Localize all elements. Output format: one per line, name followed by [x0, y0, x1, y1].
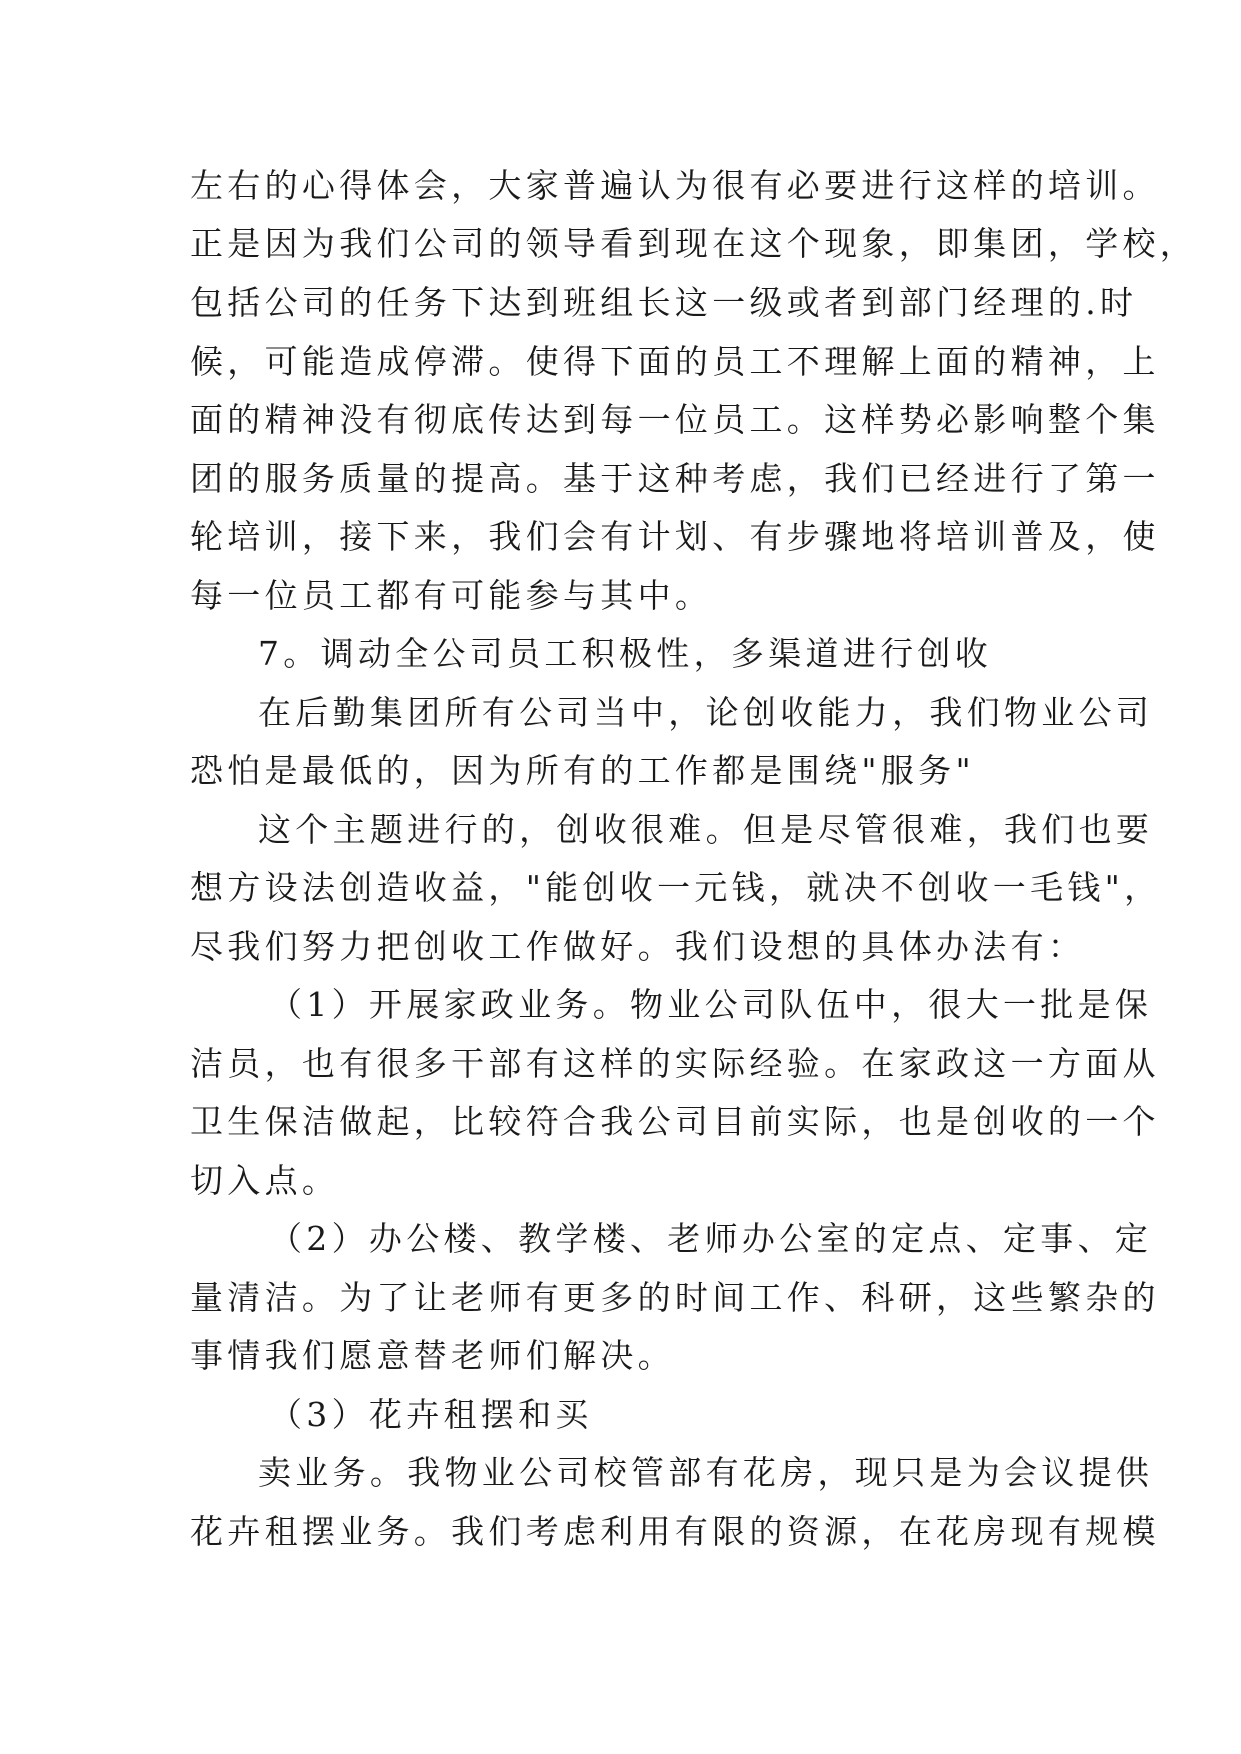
section-heading: 7。调动全公司员工积极性，多渠道进行创收: [258, 634, 992, 673]
text-line-16: 洁员，也有很多干部有这样的实际经验。在家政这一方面从: [190, 1044, 1160, 1083]
text-line-20: 量清洁。为了让老师有更多的时间工作、科研，这些繁杂的: [190, 1278, 1160, 1317]
text-line-18: 切入点。: [190, 1161, 340, 1200]
list-item-3: （3）花卉租摆和买: [269, 1395, 593, 1434]
text-line-14: 尽我们努力把创收工作做好。我们设想的具体办法有：: [190, 927, 1086, 966]
text-line-12: 这个主题进行的，创收很难。但是尽管很难，我们也要: [258, 810, 1154, 849]
text-line-5: 面的精神没有彻底传达到每一位员工。这样势必影响整个集: [190, 400, 1160, 439]
text-line-24: 花卉租摆业务。我们考虑利用有限的资源，在花房现有规模: [190, 1512, 1160, 1551]
text-line-17: 卫生保洁做起，比较符合我公司目前实际，也是创收的一个: [190, 1102, 1160, 1141]
list-item-2: （2）办公楼、教学楼、老师办公室的定点、定事、定: [269, 1219, 1153, 1258]
text-line-10: 在后勤集团所有公司当中，论创收能力，我们物业公司: [258, 693, 1154, 732]
text-line-23: 卖业务。我物业公司校管部有花房，现只是为会议提供: [258, 1453, 1154, 1492]
text-line-8: 每一位员工都有可能参与其中。: [190, 576, 713, 615]
text-line-2: 正是因为我们公司的领导看到现在这个现象，即集团，学校，: [190, 224, 1198, 263]
text-line-13: 想方设法创造收益，"能创收一元钱，就决不创收一毛钱"，: [190, 868, 1162, 907]
text-line-21: 事情我们愿意替老师们解决。: [190, 1336, 675, 1375]
text-line-3: 包括公司的任务下达到班组长这一级或者到部门经理的.时: [190, 283, 1138, 322]
list-item-1: （1）开展家政业务。物业公司队伍中，很大一批是保: [269, 985, 1153, 1024]
text-line-11: 恐怕是最低的，因为所有的工作都是围绕"服务": [190, 751, 975, 790]
text-line-1: 左右的心得体会，大家普遍认为很有必要进行这样的培训。: [190, 166, 1160, 205]
text-line-4: 候，可能造成停滞。使得下面的员工不理解上面的精神，上: [190, 342, 1160, 381]
text-line-6: 团的服务质量的提高。基于这种考虑，我们已经进行了第一: [190, 459, 1160, 498]
text-line-7: 轮培训，接下来，我们会有计划、有步骤地将培训普及，使: [190, 517, 1160, 556]
